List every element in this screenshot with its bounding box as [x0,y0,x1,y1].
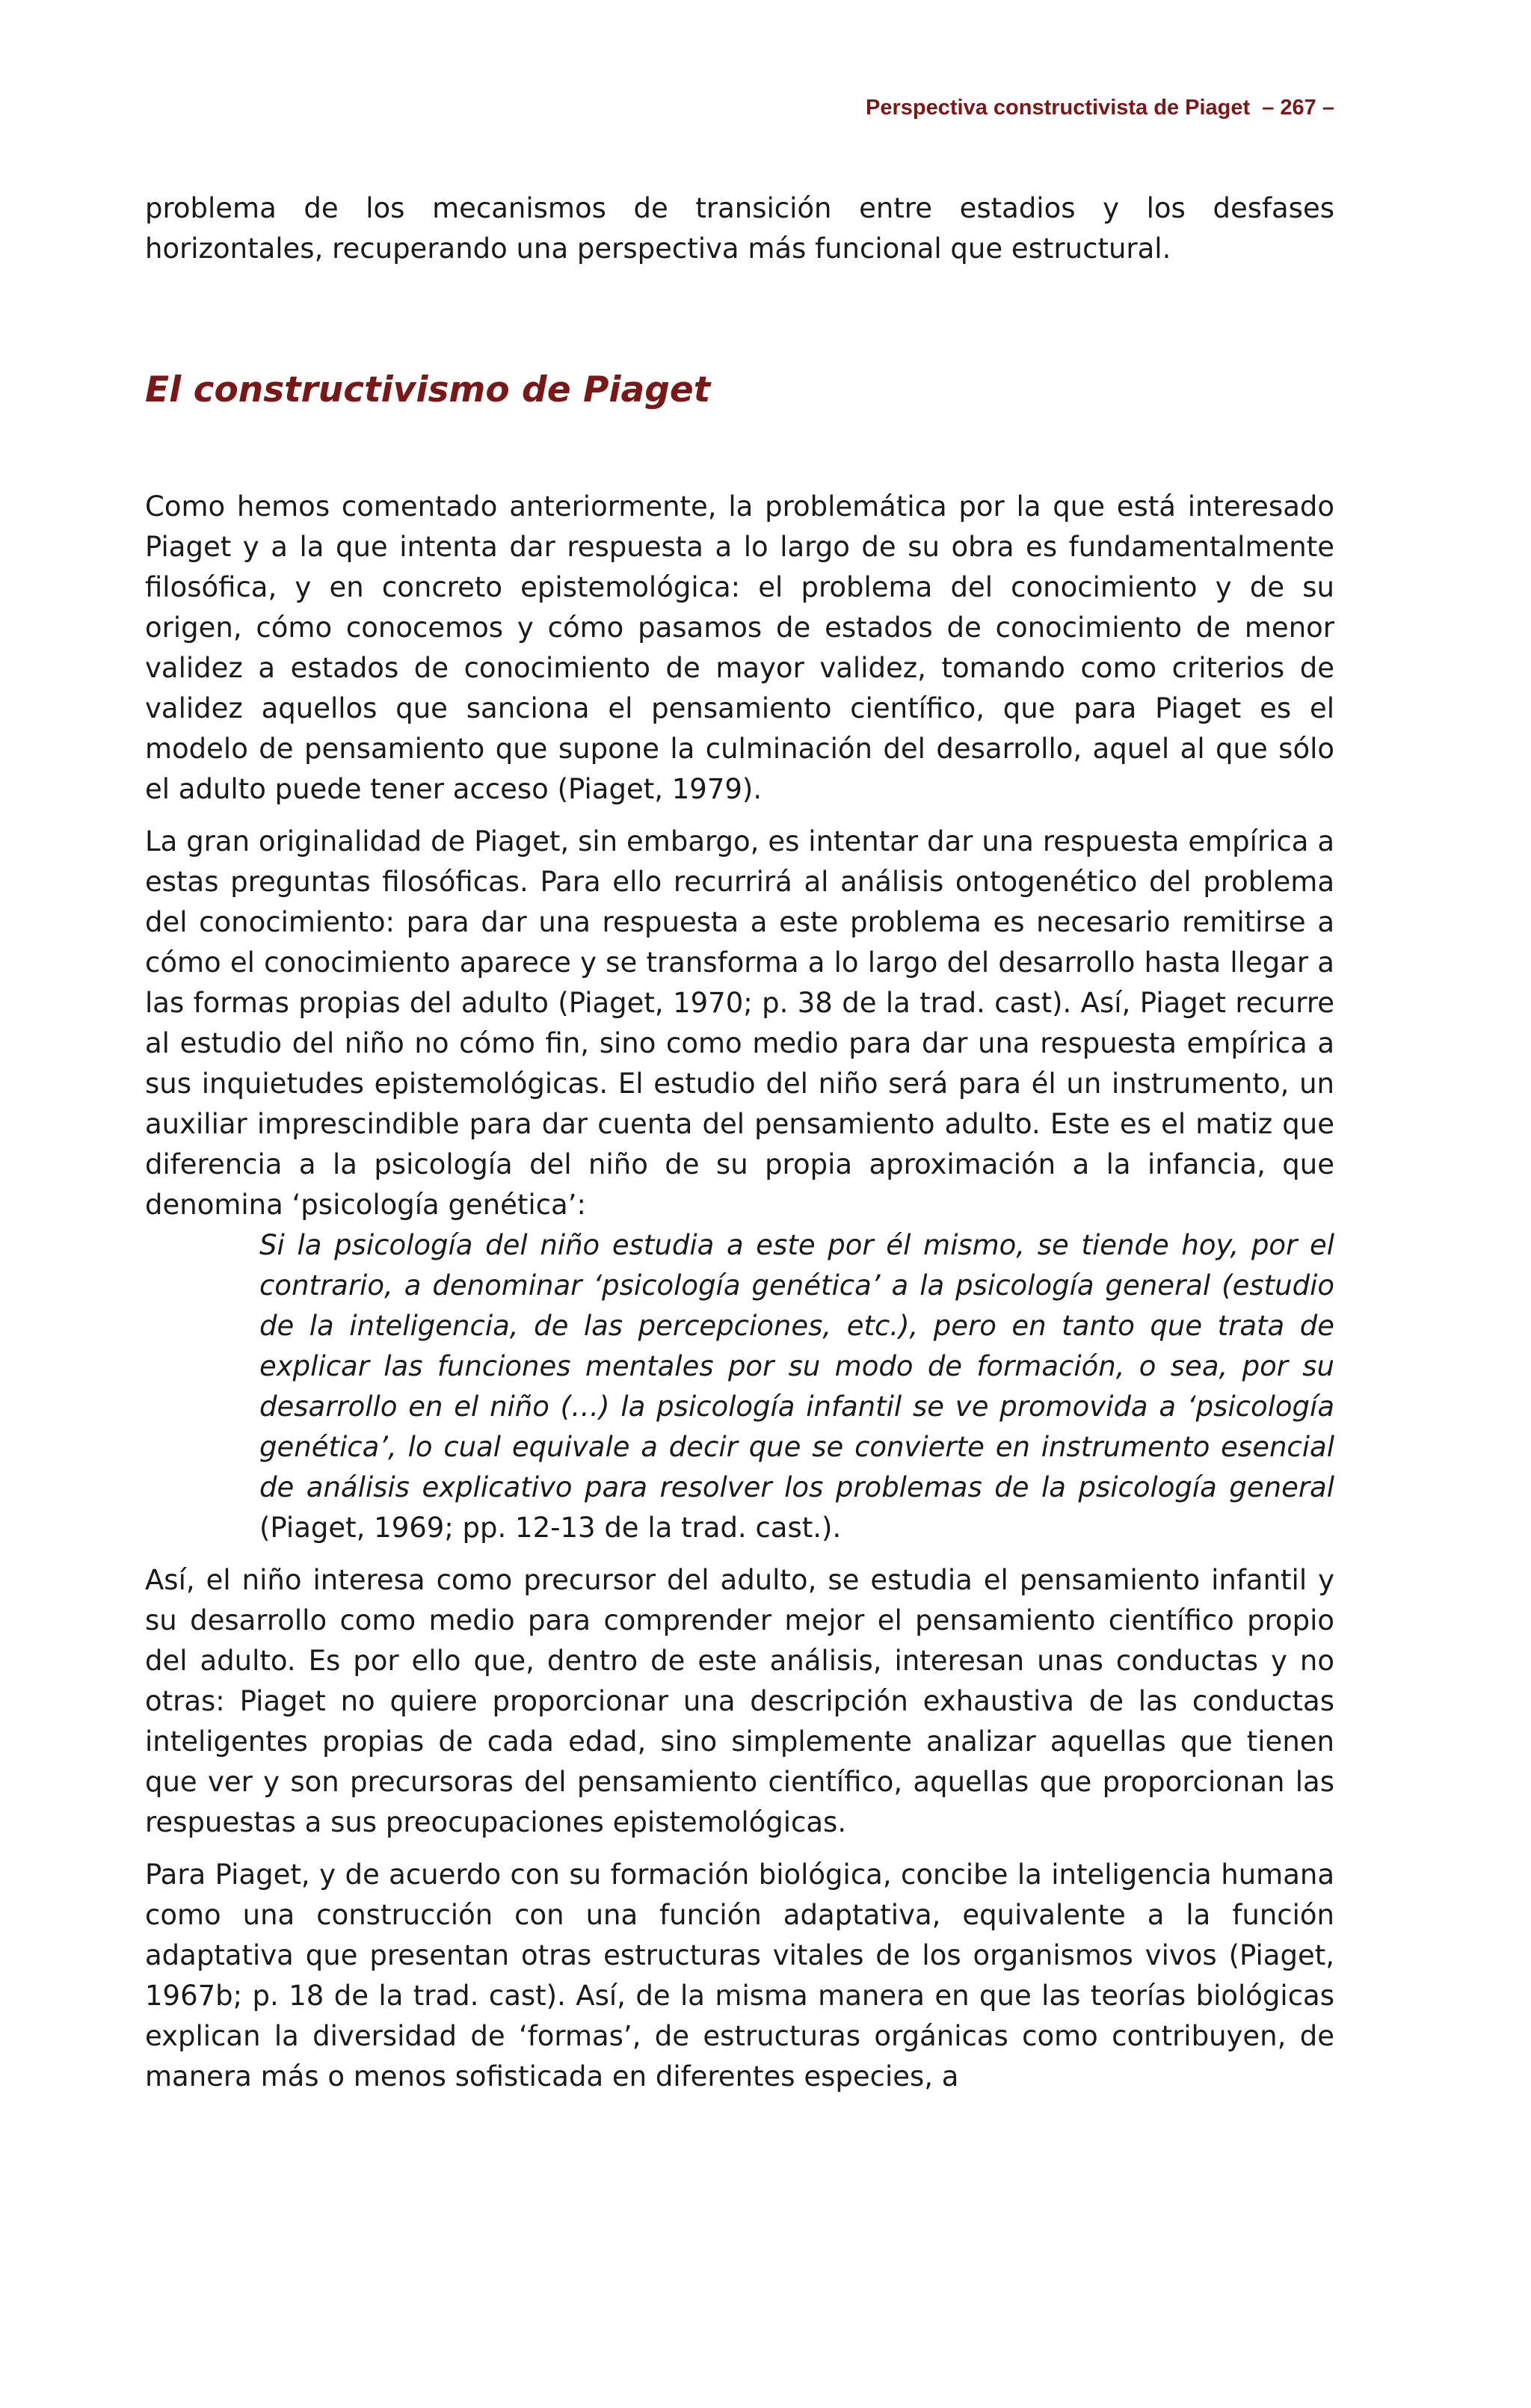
paragraph-intro: Como hemos comentado anteriormente, la problemática por la que está interesado Piaget y a la que intenta dar respuesta a lo largo de su obra es fundamentalmente filosófica, y en concreto epistemológica: el problema del conocimiento y de su origen, cómo conocemos y cómo pasamos de estados de conocimiento de menor validez a estados de conocimiento de mayor validez, tomando como criterios de validez aquellos que sanciona el pensamiento científico, que para Piaget es el modelo de pensamiento que supone la culminación del desarrollo, aquel al que sólo el adulto puede tener acceso (Piaget, 1979). [145,490,1334,805]
running-header [866,96,1334,120]
main-content [145,188,1334,2097]
page-number: – 267 – [1262,96,1334,120]
block-quote [259,1225,1334,1548]
quote-text: Si la psicología del niño estudia a este por él mismo, se tiende hoy, por el contrario, a denominar ‘psicología genética’ a la psicología general (estudio de la inteligencia, de las percepciones, etc.), pero en tanto que trata de explicar las funciones mentales por su modo de formación, o sea, por su desarrollo en el niño (…) la psicología infantil se ve promovida a ‘psicología genética’, lo cual equivale a decir que se convierte en instrumento esencial de análisis explicativo para resolver los problemas de la psicología general [259,1229,1334,1503]
paragraph-biological: Para Piaget, y de acuerdo con su formación biológica, concibe la inteligencia humana como una construcción con una función adaptativa, equivalente a la función adaptativa que presentan otras estructuras vitales de los organismos vivos (Piaget, 1967b; p. 18 de la trad. cast). Así, de la misma manera en que las teorías biológicas explican la diversidad de ‘formas’, de estructuras orgánicas como contribuyen, de manera más o menos sofisticada en diferentes especies, a [145,1859,1334,2093]
section-title: El constructivismo de Piaget [145,369,711,410]
paragraph-child-precursor: Así, el niño interesa como precursor del adulto, se estudia el pensamiento infantil y su desarrollo como medio para comprender mejor el pensamiento científico propio del adulto. Es por ello que, dentro de este análisis, interesan unas conductas y no otras: Piaget no quiere proporcionar una descripción exhaustiva de las conductas inteligentes propias de cada edad, sino simplemente analizar aquellas que tienen que ver y son precursoras del pensamiento científico, aquellas que proporcionan las respuestas a sus preocupaciones epistemológicas. [145,1564,1334,1838]
paragraph-originality: La gran originalidad de Piaget, sin embargo, es intentar dar una respuesta empírica a estas preguntas filosóficas. Para ello recurrirá al análisis ontogenético del problema del conocimiento: para dar una respuesta a este problema es necesario remitirse a cómo el conocimiento aparece y se transforma a lo largo del desarrollo hasta llegar a las formas propias del adulto (Piaget, 1970; p. 38 de la trad. cast). Así, Piaget recurre al estudio del niño no cómo fin, sino como medio para dar una respuesta empírica a sus inquietudes epistemológicas. El estudio del niño será para él un instrumento, un auxiliar imprescindible para dar cuenta del pensamiento adulto. Este es el matiz que diferencia a la psicología del niño de su propia aproximación a la infancia, que denomina ‘psicología genética’: [145,825,1334,1221]
paragraph-continued: problema de los mecanismos de transición entre estadios y los desfases horizontales, recuperando una perspectiva más funcional que estructural. [145,192,1334,265]
running-title: Perspectiva constructivista de Piaget [866,96,1251,120]
quote-citation: (Piaget, 1969; pp. 12-13 de la trad. cast.). [259,1512,842,1544]
